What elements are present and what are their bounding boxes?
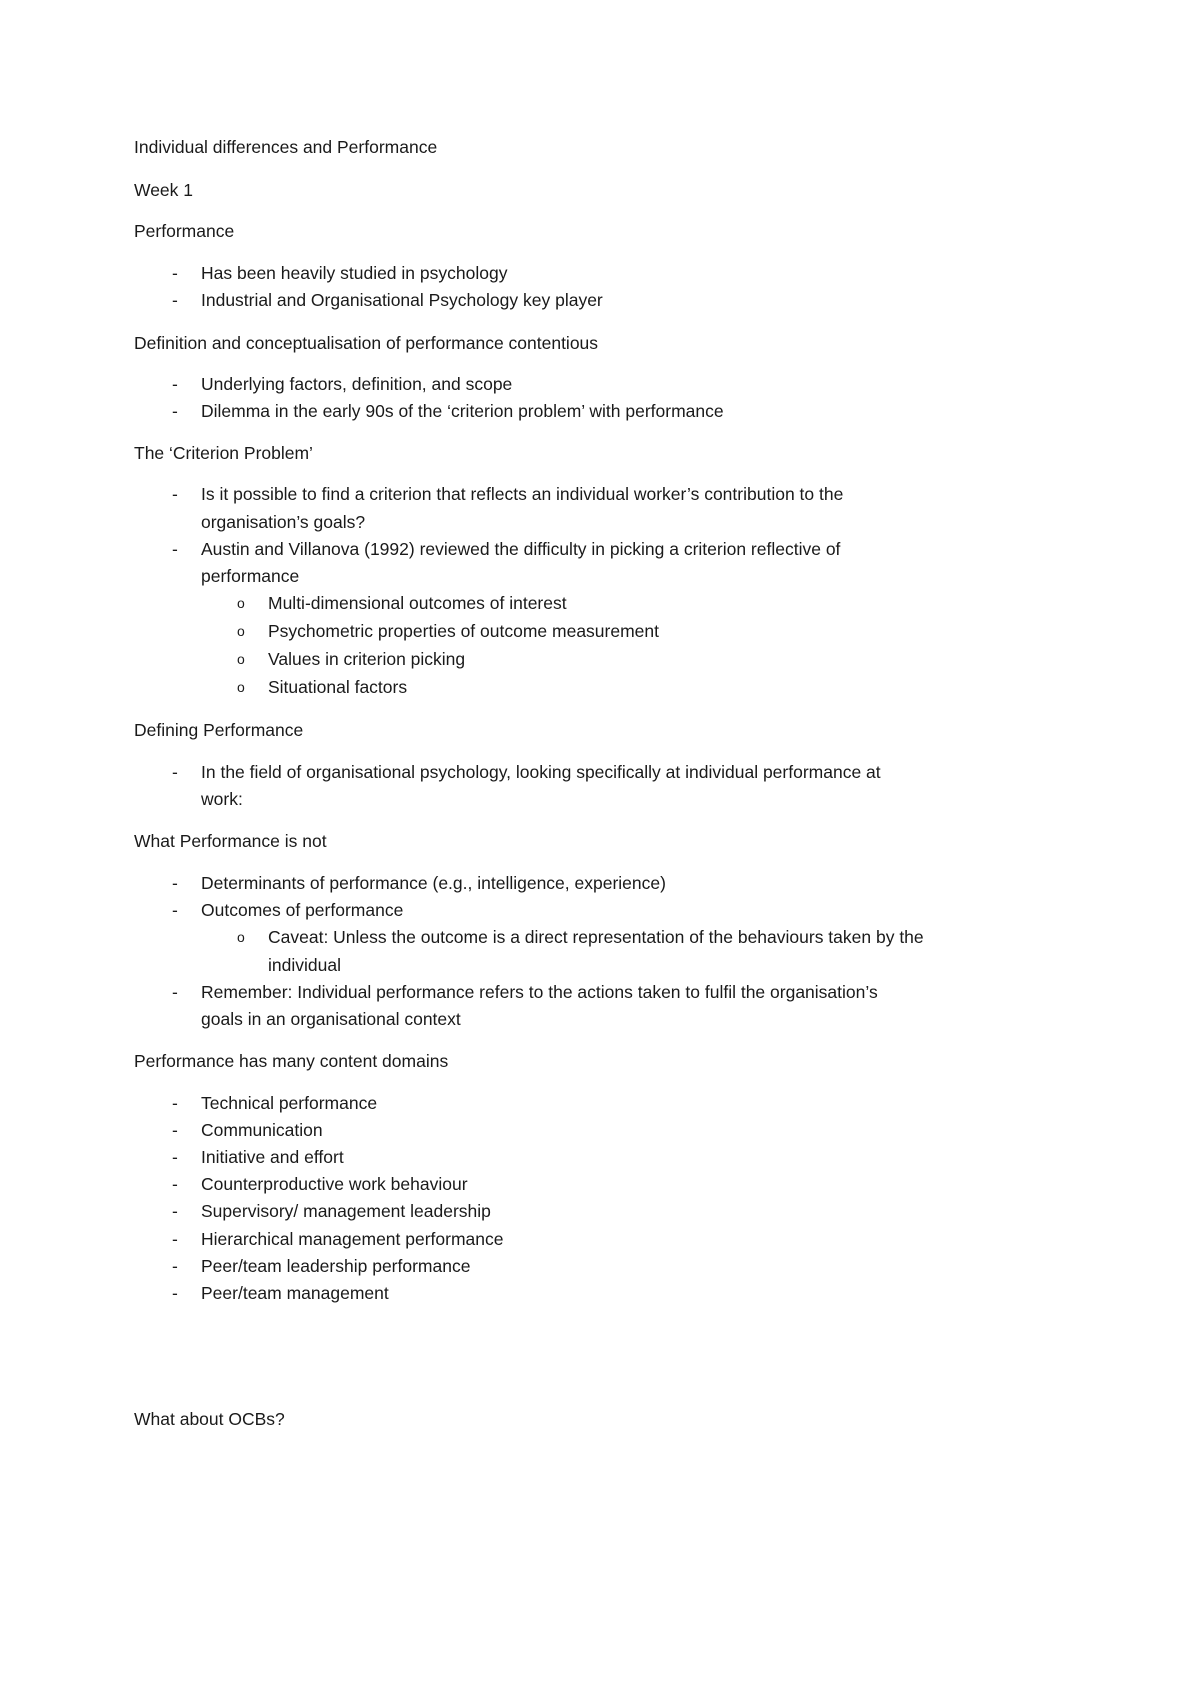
dash-bullet: - bbox=[172, 290, 178, 310]
list-item: Hierarchical management performance bbox=[201, 1229, 504, 1249]
list-item: Has been heavily studied in psychology bbox=[201, 263, 508, 283]
dash-bullet: - bbox=[172, 484, 178, 504]
dash-bullet: - bbox=[172, 1147, 178, 1167]
section-heading-defining: Defining Performance bbox=[134, 720, 304, 740]
list-item: Dilemma in the early 90s of the ‘criterion problem’ with performance bbox=[201, 401, 724, 421]
circle-bullet: o bbox=[237, 679, 245, 695]
list-item: Determinants of performance (e.g., intelligence, experience) bbox=[201, 873, 666, 893]
list-item: Industrial and Organisational Psychology key player bbox=[201, 290, 603, 310]
section-heading-ocb: What about OCBs? bbox=[134, 1409, 285, 1429]
section-heading-criterion: The ‘Criterion Problem’ bbox=[134, 443, 313, 463]
circle-bullet: o bbox=[237, 929, 245, 945]
dash-bullet: - bbox=[172, 1120, 178, 1140]
list-item: In the field of organisational psychology, looking specifically at individual performance at bbox=[201, 762, 881, 782]
section-heading-domains: Performance has many content domains bbox=[134, 1051, 449, 1071]
list-item: Peer/team leadership performance bbox=[201, 1256, 471, 1276]
list-item: Peer/team management bbox=[201, 1283, 389, 1303]
dash-bullet: - bbox=[172, 762, 178, 782]
dash-bullet: - bbox=[172, 1201, 178, 1221]
section-heading-performance: Performance bbox=[134, 221, 235, 241]
document-title: Individual differences and Performance bbox=[134, 137, 438, 157]
dash-bullet: - bbox=[172, 1174, 178, 1194]
dash-bullet: - bbox=[172, 263, 178, 283]
list-item-continuation: work: bbox=[201, 789, 243, 809]
sub-list-item: Caveat: Unless the outcome is a direct representation of the behaviours taken by the bbox=[268, 927, 924, 947]
dash-bullet: - bbox=[172, 873, 178, 893]
sub-list-item: Psychometric properties of outcome measurement bbox=[268, 621, 659, 641]
dash-bullet: - bbox=[172, 900, 178, 920]
sub-list-item: Multi-dimensional outcomes of interest bbox=[268, 593, 567, 613]
list-item: Technical performance bbox=[201, 1093, 378, 1113]
section-heading-definition: Definition and conceptualisation of performance contentious bbox=[134, 333, 599, 353]
sub-list-item: Situational factors bbox=[268, 677, 408, 697]
dash-bullet: - bbox=[172, 1093, 178, 1113]
list-item-continuation: organisation’s goals? bbox=[201, 512, 366, 532]
list-item: Communication bbox=[201, 1120, 323, 1140]
dash-bullet: - bbox=[172, 1283, 178, 1303]
circle-bullet: o bbox=[237, 595, 245, 611]
section-heading-not: What Performance is not bbox=[134, 831, 327, 851]
dash-bullet: - bbox=[172, 401, 178, 421]
dash-bullet: - bbox=[172, 982, 178, 1002]
list-item: Underlying factors, definition, and scope bbox=[201, 374, 513, 394]
dash-bullet: - bbox=[172, 374, 178, 394]
list-item: Remember: Individual performance refers to the actions taken to fulfil the organisation’s bbox=[201, 982, 878, 1002]
list-item: Austin and Villanova (1992) reviewed the difficulty in picking a criterion reflective of bbox=[201, 539, 841, 559]
list-item-continuation: goals in an organisational context bbox=[201, 1009, 461, 1029]
list-item: Counterproductive work behaviour bbox=[201, 1174, 468, 1194]
dash-bullet: - bbox=[172, 539, 178, 559]
dash-bullet: - bbox=[172, 1229, 178, 1249]
dash-bullet: - bbox=[172, 1256, 178, 1276]
list-item-continuation: performance bbox=[201, 566, 300, 586]
week-label: Week 1 bbox=[134, 180, 194, 200]
list-item: Is it possible to find a criterion that reflects an individual worker’s contribution to the bbox=[201, 484, 844, 504]
sub-list-item-continuation: individual bbox=[268, 955, 341, 975]
sub-list-item: Values in criterion picking bbox=[268, 649, 466, 669]
list-item: Supervisory/ management leadership bbox=[201, 1201, 491, 1221]
circle-bullet: o bbox=[237, 623, 245, 639]
list-item: Initiative and effort bbox=[201, 1147, 344, 1167]
list-item: Outcomes of performance bbox=[201, 900, 404, 920]
circle-bullet: o bbox=[237, 651, 245, 667]
